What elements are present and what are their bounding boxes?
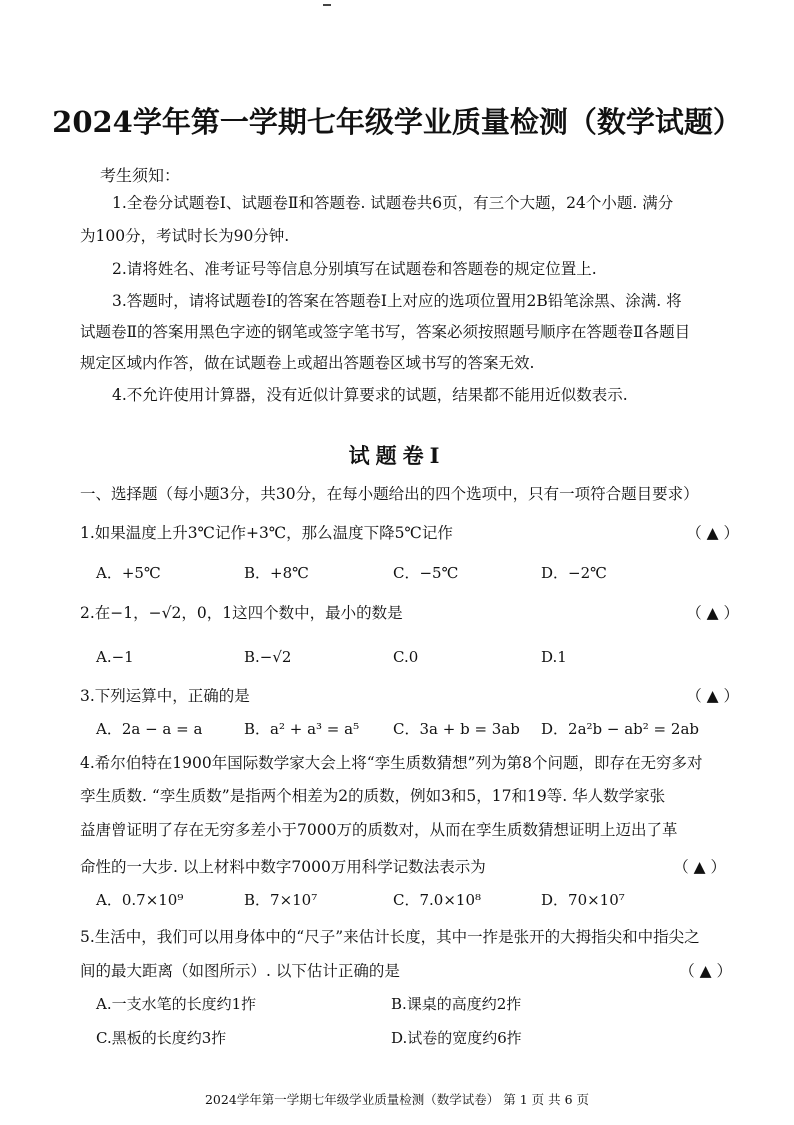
option-b: B.课桌的高度约2拃 [391, 995, 522, 1013]
option-a: A．0.7×10⁹ [96, 891, 184, 909]
question-stem: 5.生活中，我们可以用身体中的“尺子”来估计长度，其中一拃是张开的大拇指尖和中指尖之 [80, 928, 700, 946]
notice-line: 2.请将姓名、准考证号等信息分别填写在试题卷和答题卷的规定位置上. [112, 260, 597, 278]
answer-mark: （ ▲ ） [686, 524, 739, 542]
option-a: A.−1 [96, 648, 134, 666]
option-d: D．−2℃ [541, 564, 607, 582]
question-stem: 1.如果温度上升3℃记作+3℃，那么温度下降5℃记作 [80, 524, 453, 542]
option-b: B．7×10⁷ [244, 891, 318, 909]
option-b: B.−√2 [244, 648, 292, 666]
option-b: B．a² + a³ = a⁵ [244, 720, 360, 738]
option-a: A．2a − a = a [96, 720, 203, 738]
option-d: D．70×10⁷ [541, 891, 625, 909]
question-stem: 2.在−1，−√2，0，1这四个数中，最小的数是 [80, 604, 403, 622]
option-d: D．2a²b − ab² = 2ab [541, 720, 699, 738]
option-c: C.0 [393, 648, 419, 666]
question-stem: 命性的一大步. 以上材料中数字7000万用科学记数法表示为 [80, 858, 486, 876]
option-a: A.一支水笔的长度约1拃 [96, 995, 257, 1013]
answer-mark: （ ▲ ） [673, 858, 726, 876]
question-stem: 3.下列运算中，正确的是 [80, 687, 250, 705]
notice-line: 3.答题时，请将试题卷Ⅰ的答案在答题卷Ⅰ上对应的选项位置用2B铅笔涂黑、涂满. 将 [112, 292, 682, 310]
answer-mark: （ ▲ ） [686, 604, 739, 622]
question-stem: 4.希尔伯特在1900年国际数学家大会上将“孪生质数猜想”列为第8个问题，即存在无穷多对 [80, 754, 703, 772]
notice-line: 4.不允许使用计算器，没有近似计算要求的试题，结果都不能用近似数表示. [112, 386, 628, 404]
section-title: 试题卷Ⅰ [348, 443, 446, 468]
option-d: D.试卷的宽度约6拃 [391, 1029, 522, 1047]
notice-heading: 考生须知： [100, 166, 181, 185]
section-heading: 一、选择题（每小题3分，共30分，在每小题给出的四个选项中，只有一项符合题目要求） [80, 485, 699, 503]
option-c: C．7.0×10⁸ [393, 891, 482, 909]
option-d: D.1 [541, 648, 567, 666]
option-a: A．+5℃ [96, 564, 161, 582]
question-stem: 间的最大距离（如图所示）. 以下估计正确的是 [80, 962, 400, 980]
question-stem: 益唐曾证明了存在无穷多差小于7000万的质数对，从而在孪生质数猜想证明上迈出了革 [80, 821, 678, 839]
page-footer: 2024学年第一学期七年级学业质量检测（数学试卷） 第 1 页 共 6 页 [204, 1092, 590, 1107]
option-c: C．−5℃ [393, 564, 459, 582]
question-stem: 孪生质数. “孪生质数”是指两个相差为2的质数，例如3和5，17和19等. 华人数学家张 [80, 787, 666, 805]
option-c: C.黑板的长度约3拃 [96, 1029, 227, 1047]
answer-mark: （ ▲ ） [679, 962, 732, 980]
option-b: B．+8℃ [244, 564, 309, 582]
scan-mark [323, 4, 331, 6]
option-c: C．3a + b = 3ab [393, 720, 520, 738]
page-title: 2024学年第一学期七年级学业质量检测（数学试题） [52, 105, 742, 139]
notice-line: 试题卷Ⅱ的答案用黑色字迹的钢笔或签字笔书写，答案必须按照题号顺序在答题卷Ⅱ各题目 [80, 323, 691, 341]
notice-line: 规定区域内作答，做在试题卷上或超出答题卷区域书写的答案无效. [80, 354, 535, 372]
notice-line: 为100分，考试时长为90分钟. [80, 227, 290, 245]
answer-mark: （ ▲ ） [686, 687, 739, 705]
notice-line: 1.全卷分试题卷Ⅰ、试题卷Ⅱ和答题卷. 试题卷共6页，有三个大题，24个小题. 满分 [112, 194, 674, 212]
